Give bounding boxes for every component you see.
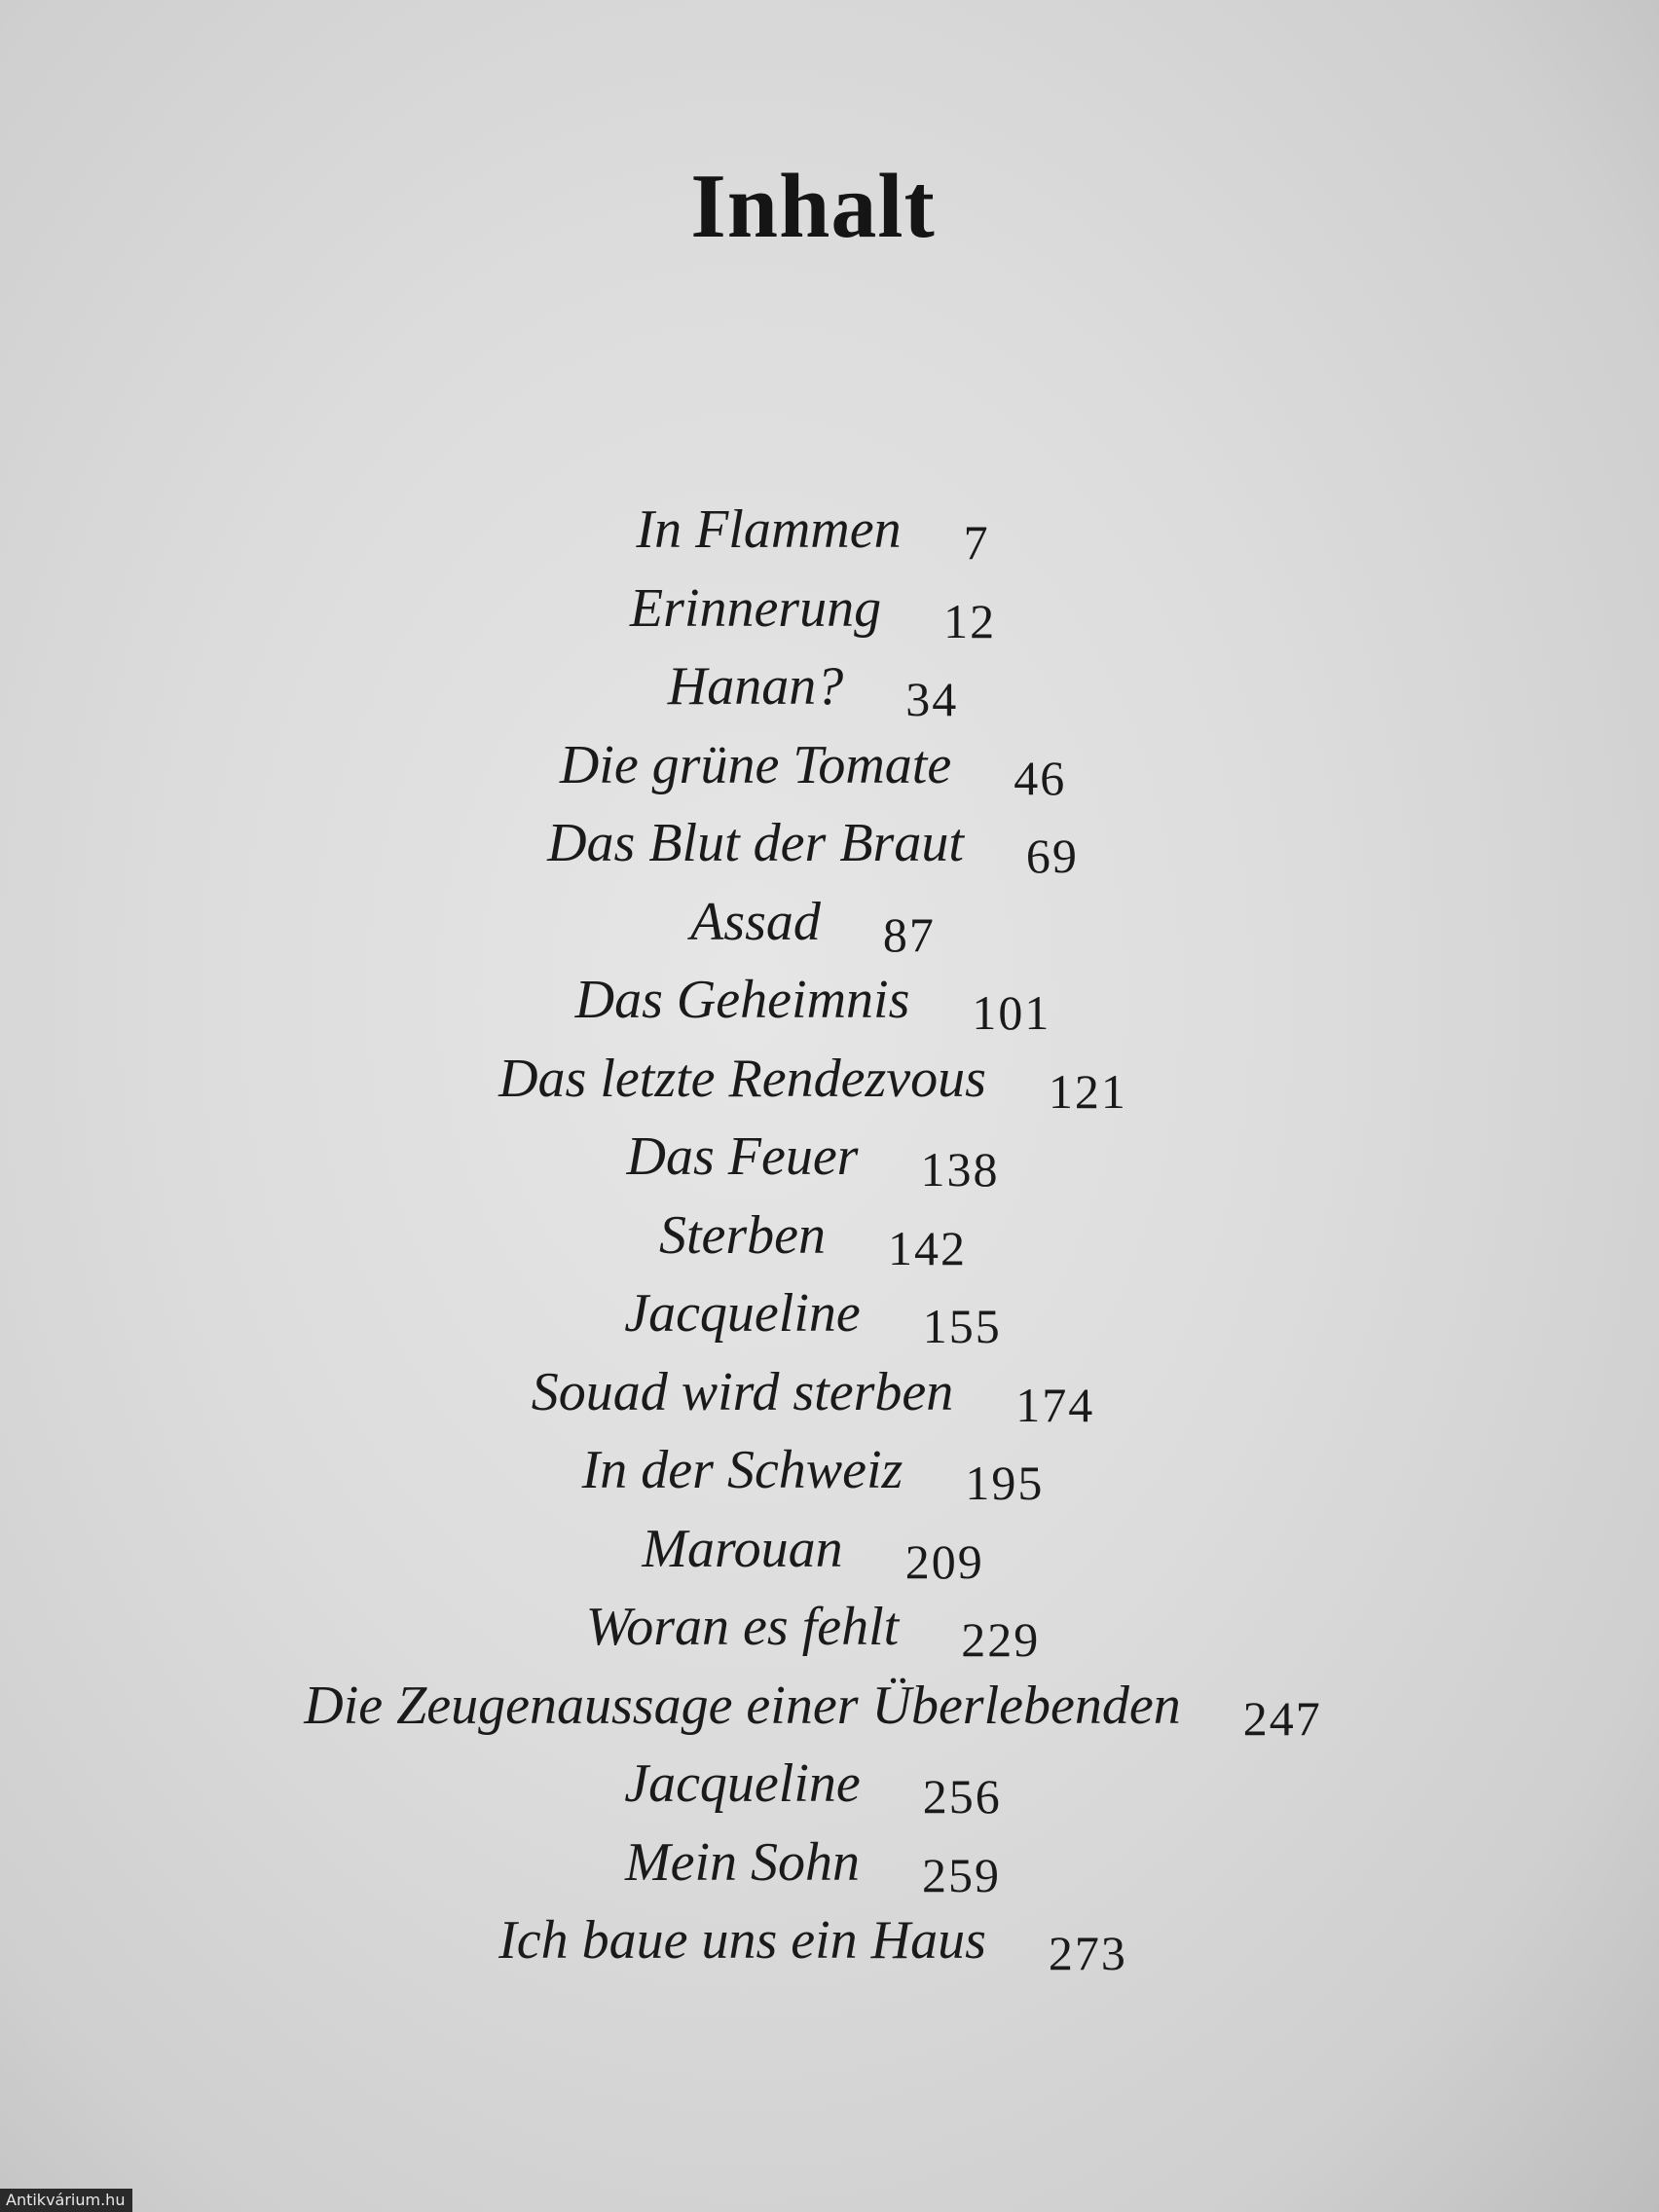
page-number: 256 — [922, 1769, 1002, 1824]
chapter-title: Souad wird sterben — [531, 1361, 954, 1422]
chapter-title: Das Blut der Braut — [547, 813, 964, 873]
toc-entry — [0, 1125, 1626, 1204]
page-number: 209 — [904, 1533, 984, 1589]
chapter-title: Die grüne Tomate — [559, 734, 952, 795]
chapter-title: Das Geheimnis — [574, 970, 910, 1030]
toc-entry — [0, 1361, 1626, 1440]
chapter-title: Sterben — [658, 1204, 827, 1266]
table-of-contents — [0, 498, 1626, 1988]
chapter-title: Assad — [690, 891, 821, 952]
page-number: 12 — [943, 593, 997, 648]
toc-entry — [0, 969, 1626, 1048]
page-number: 195 — [965, 1456, 1045, 1510]
page-number: 174 — [1015, 1377, 1095, 1432]
toc-entry — [0, 1048, 1626, 1126]
chapter-title: Die Zeugenaussage einer Überlebenden — [304, 1675, 1181, 1736]
chapter-title: Mein Sohn — [624, 1831, 861, 1893]
chapter-title: Erinnerung — [629, 577, 882, 639]
toc-entry — [0, 812, 1626, 891]
page-number: 69 — [1025, 829, 1079, 883]
page-number: 87 — [882, 906, 936, 962]
chapter-title: In Flammen — [636, 499, 902, 560]
toc-entry — [0, 891, 1626, 970]
chapter-title: Marouan — [642, 1518, 843, 1579]
toc-entry — [0, 1909, 1626, 1988]
page-number: 247 — [1242, 1690, 1322, 1746]
chapter-title: Ich baue uns ein Haus — [498, 1910, 986, 1971]
page-number: 138 — [920, 1142, 1000, 1197]
page-number: 259 — [922, 1847, 1002, 1902]
page-title: Inhalt — [690, 155, 936, 257]
toc-entry — [0, 1518, 1626, 1597]
page-number: 273 — [1048, 1926, 1127, 1980]
chapter-title: Jacqueline — [624, 1283, 861, 1344]
chapter-title: Jacqueline — [624, 1753, 861, 1814]
toc-entry — [0, 1752, 1626, 1831]
watermark-logo: Antikvárium.hu — [0, 2189, 132, 2212]
page-number: 46 — [1014, 750, 1067, 805]
chapter-title: In der Schweiz — [581, 1440, 903, 1500]
toc-entry — [0, 1831, 1626, 1910]
page-number: 229 — [961, 1612, 1041, 1667]
page-number: 7 — [963, 515, 990, 570]
toc-entry — [0, 1675, 1626, 1753]
chapter-title: Woran es fehlt — [585, 1597, 900, 1657]
toc-entry — [0, 1282, 1626, 1361]
toc-entry — [0, 734, 1626, 813]
toc-entry — [0, 1204, 1626, 1283]
toc-entry — [0, 1439, 1626, 1518]
toc-entry — [0, 577, 1626, 656]
page-number: 101 — [972, 985, 1051, 1040]
page-number: 121 — [1048, 1063, 1127, 1119]
toc-entry — [0, 498, 1626, 577]
toc-entry — [0, 1596, 1626, 1675]
chapter-title: Hanan? — [667, 656, 844, 717]
toc-entry — [0, 655, 1626, 734]
page-number: 34 — [905, 672, 959, 726]
page-number: 155 — [922, 1299, 1002, 1353]
chapter-title: Das letzte Rendezvous — [498, 1048, 986, 1109]
page-number: 142 — [888, 1220, 968, 1275]
chapter-title: Das Feuer — [626, 1126, 859, 1187]
